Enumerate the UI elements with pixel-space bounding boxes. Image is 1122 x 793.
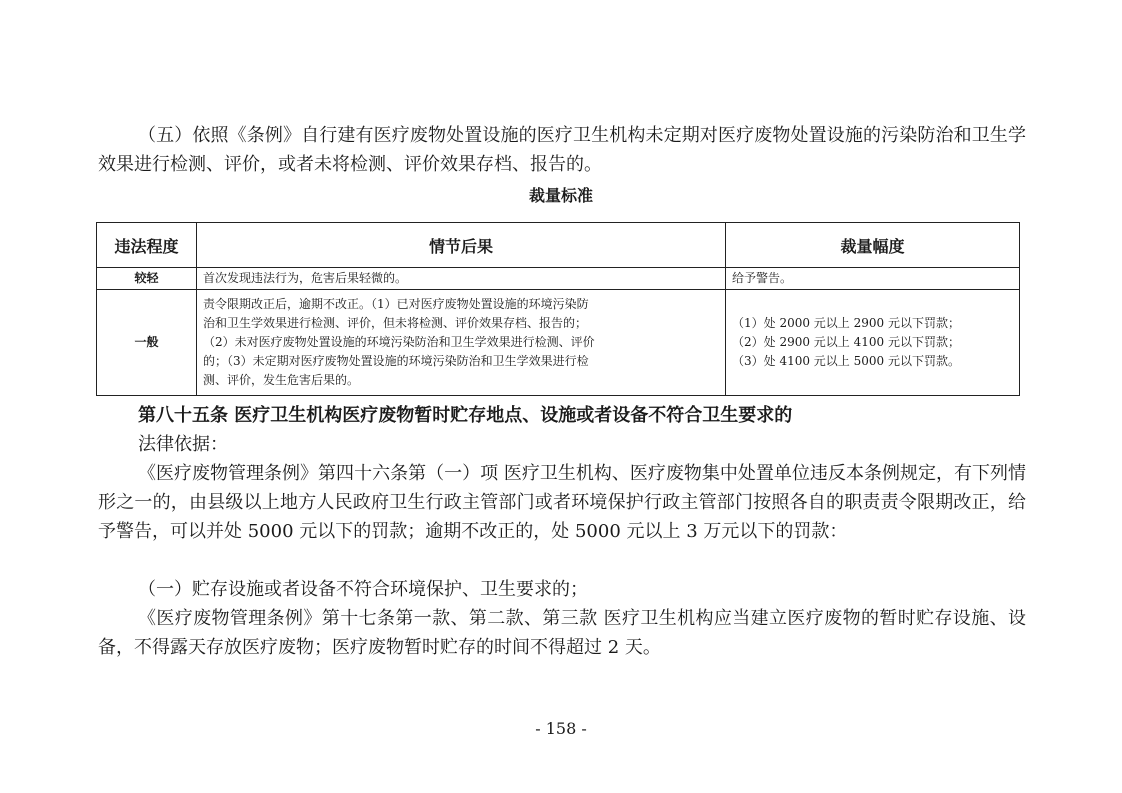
article-85-heading: 第八十五条 医疗卫生机构医疗废物暂时贮存地点、设施或者设备不符合卫生要求的 [138,405,793,426]
penalty-line: 给予警告。 [732,271,793,285]
circumstance-line: 首次发现违法行为，危害后果轻微的。 [203,271,408,285]
circumstance-line: 责令限期改正后，逾期不改正。（1）已对医疗废物处置设施的环境污染防 [203,297,589,311]
row-penalty [726,268,1020,290]
page-number: - 158 - [535,719,587,738]
header-circumstance: 情节后果 [197,223,726,268]
penalty-line: （1）处 2000 元以上 2900 元以下罚款； [732,316,960,330]
circumstance-line: （2）未对医疗废物处置设施的环境污染防治和卫生学效果进行检测、评价 [203,335,595,349]
table-row [97,268,1020,290]
row-level: 一般 [97,290,197,396]
circumstance-line: 的；（3）未定期对医疗废物处置设施的环境污染防治和卫生学效果进行检 [203,354,589,368]
article-46-paragraph: 《医疗废物管理条例》第四十六条第（一）项 医疗卫生机构、医疗废物集中处置单位违反本条例规定，有下列情形之一的，由县级以上地方人民政府卫生行政主管部门或者环境保护行政主管部门按照各自的职责责令限期改正，给予警告，可以并处 5000 元以下的罚款；逾期不改正的，处 5000 元以上 3 万元以下的罚款： [98,463,1026,542]
circumstance-line: 治和卫生学效果进行检测、评价，但未将检测、评价效果存档、报告的； [203,316,588,330]
penalty-line: （2）处 2900 元以上 4100 元以下罚款； [732,335,960,349]
header-penalty-range: 裁量幅度 [726,223,1020,268]
row-penalty [726,290,1020,396]
legal-basis-label: 法律依据： [138,434,228,455]
row-level: 较轻 [97,268,197,290]
table-title: 裁量标准 [528,186,593,205]
row-circumstance [197,290,726,396]
table-header-row [97,223,1020,268]
penalty-line: （3）处 4100 元以上 5000 元以下罚款。 [732,354,960,368]
table-row [97,290,1020,396]
discretion-standard-table [96,222,1020,396]
row-circumstance [197,268,726,290]
intro-item-5: （五）依照《条例》自行建有医疗废物处置设施的医疗卫生机构未定期对医疗废物处置设施的污染防治和卫生学效果进行检测、评价，或者未将检测、评价效果存档、报告的。 [98,125,1026,175]
article-17-paragraph: 《医疗废物管理条例》第十七条第一款、第二款、第三款 医疗卫生机构应当建立医疗废物的暂时贮存设施、设备，不得露天存放医疗废物；医疗废物暂时贮存的时间不得超过 2 天。 [98,608,1026,658]
header-violation-degree: 违法程度 [97,223,197,268]
article-46-item-1: （一）贮存设施或者设备不符合环境保护、卫生要求的； [138,579,588,600]
circumstance-line: 测、评价，发生危害后果的。 [203,373,360,387]
